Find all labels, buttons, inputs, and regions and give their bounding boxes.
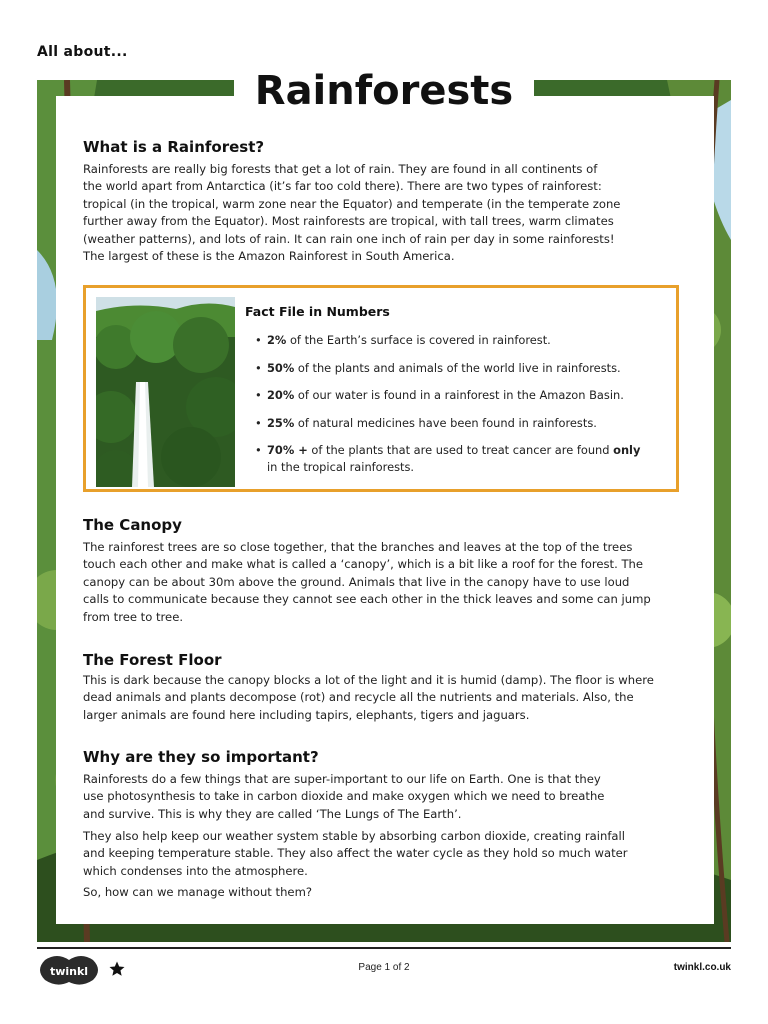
fact-percent: 70% + <box>267 443 308 457</box>
logo-text: twinkl <box>49 965 89 978</box>
text-line: dead animals and plants decompose (rot) and recycle all the nutrients and materials. Also, the <box>83 690 634 705</box>
eyebrow-label: All about... <box>37 44 128 60</box>
text-line: This is dark because the canopy blocks a lot of the light and it is humid (damp). The floor is where <box>83 673 654 687</box>
fact-text: of the plants and animals of the world live in rainforests. <box>294 360 621 375</box>
fact-text: of the plants that are used to treat cancer are found <box>307 443 614 457</box>
text-line: Rainforests do a few things that are super-important to our life on Earth. One is that they <box>83 772 601 786</box>
fact-percent: 25% <box>267 415 295 430</box>
fact-emphasis: only <box>613 443 641 457</box>
section-heading-floor: The Forest Floor <box>83 651 222 669</box>
section-heading-canopy: The Canopy <box>83 516 182 534</box>
section-body-canopy <box>83 539 686 626</box>
section-heading-important: Why are they so important? <box>83 748 319 766</box>
waterfall-photo <box>96 297 235 487</box>
fact-item <box>255 415 675 432</box>
page-number: Page 1 of 2 <box>358 962 410 973</box>
text-line: The largest of these is the Amazon Rainforest in South America. <box>83 249 455 264</box>
text-line: further away from the Equator). Most rainforests are tropical, with tall trees, warm climates <box>83 214 614 229</box>
text-line: tropical (in the tropical, warm zone near the Equator) and temperate (in the temperate zone <box>83 196 621 211</box>
fact-text: of natural medicines have been found in rainforests. <box>294 415 597 430</box>
footer-divider <box>37 947 731 949</box>
fact-item <box>255 387 675 404</box>
fact-percent: 50% <box>267 360 295 375</box>
site-link[interactable]: twinkl.co.uk <box>673 962 731 973</box>
section-heading-what: What is a Rainforest? <box>83 138 265 156</box>
fact-file-title: Fact File in Numbers <box>245 304 390 319</box>
text-line: use photosynthesis to take in carbon dioxide and make oxygen which we need to breathe <box>83 789 605 804</box>
text-line: touch each other and make what is called a ‘canopy’, which is a bit like a roof for the forest. The <box>83 557 644 572</box>
section-body-floor <box>83 672 686 724</box>
text-line: from tree to tree. <box>83 609 184 624</box>
fact-text: of the Earth’s surface is covered in rainforest. <box>286 333 551 347</box>
fact-item <box>255 360 675 377</box>
text-line: canopy can be about 30m above the ground. Animals that live in the canopy have to use loud <box>83 574 630 589</box>
fact-item <box>255 442 675 476</box>
closing-question: So, how can we manage without them? <box>83 885 313 899</box>
fact-item <box>255 332 675 349</box>
section-body-what <box>83 161 686 265</box>
text-line: which condenses into the atmosphere. <box>83 863 308 878</box>
text-line: and keeping temperature stable. They also affect the water cycle as they hold so much water <box>83 846 628 861</box>
text-line: and survive. This is why they are called ‘The Lungs of The Earth’. <box>83 806 462 821</box>
text-line: the world apart from Antarctica (it’s far too cold there). There are two types of rainforest: <box>83 179 602 194</box>
text-line: Rainforests are really big forests that get a lot of rain. They are found in all continents of <box>83 162 598 176</box>
fact-text-tail: in the tropical rainforests. <box>267 460 415 474</box>
fact-percent: 2% <box>267 333 287 347</box>
text-line: (weather patterns), and lots of rain. It can rain one inch of rain per day in some rainforests! <box>83 231 615 246</box>
fact-percent: 20% <box>267 388 295 402</box>
fact-list <box>255 332 675 487</box>
fact-text: of our water is found in a rainforest in the Amazon Basin. <box>294 388 624 402</box>
section-body-important-1 <box>83 771 686 823</box>
page-title: Rainforests <box>234 62 534 120</box>
text-line: larger animals are found here including tapirs, elephants, tigers and jaguars. <box>83 707 530 722</box>
text-line: The rainforest trees are so close together, that the branches and leaves at the top of the trees <box>83 540 633 554</box>
text-line: calls to communicate because they cannot see each other in the thick leaves and some can jump <box>83 592 651 607</box>
section-body-important-2 <box>83 828 686 880</box>
text-line: They also help keep our weather system stable by absorbing carbon dioxide, creating rainfall <box>83 829 625 843</box>
